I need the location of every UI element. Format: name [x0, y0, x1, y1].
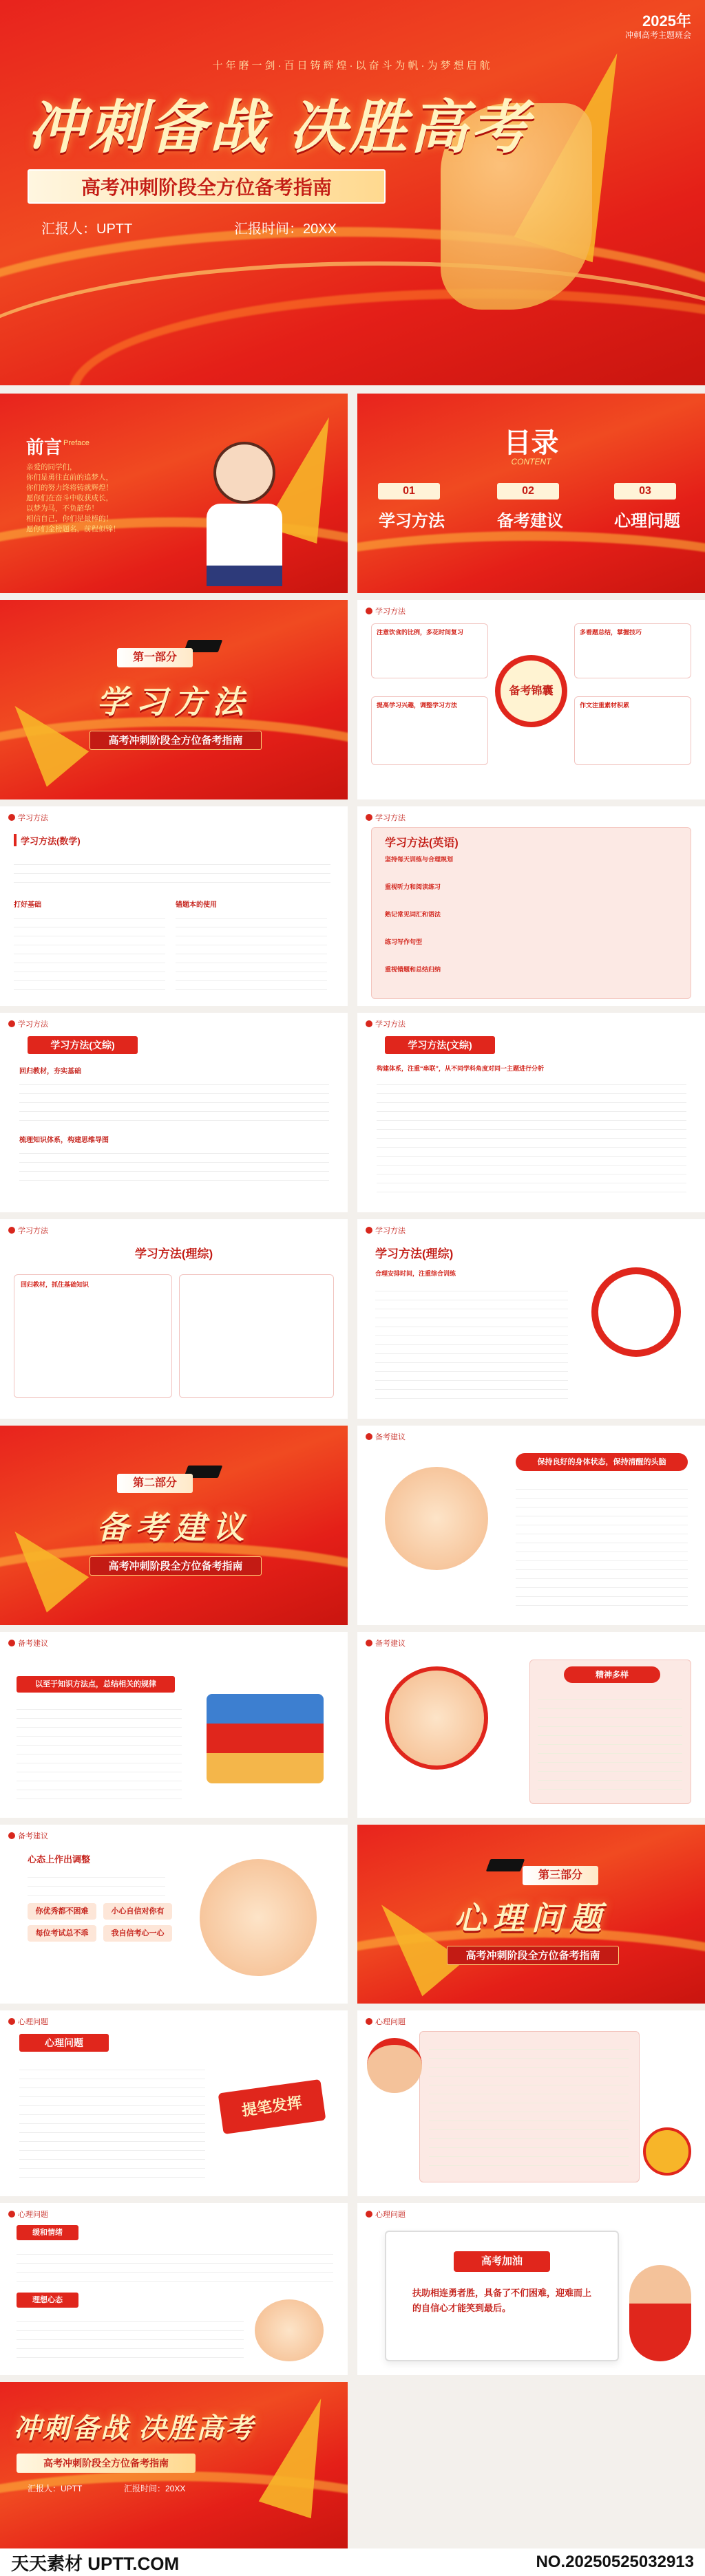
end-slide — [0, 2382, 348, 2548]
s7-left-p1: 回归教材，夯实基础 — [19, 1068, 81, 1075]
s6-right-line-1: 坚持每天训练与合理规划 — [385, 856, 454, 863]
s8-left-title: 学习方法(理综) — [134, 1247, 213, 1260]
s10-left-tag: 以至于知识方法点，总结相关的规律 — [17, 1676, 175, 1693]
s5-stamp: 备考锦囊 — [495, 655, 567, 727]
s12-header-right: 心理问题 — [375, 2018, 406, 2026]
part3-badge: 第三部分 — [523, 1866, 598, 1885]
end-sub: 高考冲刺阶段全方位备考指南 — [17, 2454, 196, 2473]
student-body — [207, 504, 282, 586]
s9-right — [357, 1426, 705, 1625]
row-s13 — [0, 2203, 705, 2375]
row-part1 — [0, 600, 705, 799]
cover-time: 汇报时间：20XX — [234, 222, 337, 237]
s6-right-line-2: 重视听力和阅读练习 — [385, 883, 441, 890]
preface-title-en: Preface — [63, 439, 90, 447]
cover-sub: 冲刺高考主题班会 — [624, 30, 691, 40]
toc-slide — [357, 394, 705, 593]
headband-student-illustration — [367, 2038, 422, 2093]
footer-number: NO.20250525032913 — [536, 2553, 694, 2571]
s11-slide — [0, 1825, 348, 2004]
s6-right-line-5: 重视错题和总结归纳 — [385, 966, 441, 973]
s6-right-title: 学习方法(英语) — [385, 837, 459, 849]
footer-site: 天天素材 UPTT.COM — [11, 2553, 180, 2574]
s7-left — [0, 1013, 348, 1212]
s6-header-left: 学习方法 — [18, 814, 48, 822]
part2-sub: 高考冲刺阶段全方位备考指南 — [90, 1556, 262, 1576]
part2-badge: 第二部分 — [117, 1474, 193, 1493]
s13-header-left: 心理问题 — [18, 2211, 48, 2219]
part3-slide — [357, 1825, 705, 2004]
toc-label-2[interactable]: 备考建议 — [497, 512, 563, 530]
s10-header-left: 备考建议 — [18, 1640, 48, 1648]
student-illustration — [213, 442, 275, 504]
cover-title: 冲刺备战 决胜高考 — [28, 95, 532, 160]
s9-tag: 保持良好的身体状态，保持清醒的头脑 — [516, 1453, 688, 1471]
s12-left — [0, 2010, 348, 2196]
part1-badge: 第一部分 — [117, 648, 193, 667]
end-title: 冲刺备战 决胜高考 — [14, 2414, 255, 2444]
s11-header: 备考建议 — [18, 1832, 48, 1840]
s8-header-right: 学习方法 — [375, 1227, 406, 1235]
s8-left-box: 回归教材，抓住基础知识 — [21, 1281, 90, 1288]
kids-illustration — [255, 2299, 324, 2361]
row-preface-toc — [0, 394, 705, 593]
s13-right-text: 扶助相连勇者胜，具备了不们困难，迎难而上的自信心才能笑到最后。 — [412, 2288, 592, 2313]
toc-label-1[interactable]: 学习方法 — [379, 512, 445, 530]
s8-left — [0, 1219, 348, 1419]
row-s10 — [0, 1632, 705, 1818]
cover-reporter: 汇报人：UPTT — [41, 222, 133, 237]
end-time: 汇报时间：20XX — [124, 2484, 186, 2493]
part1-title: 学习方法 — [96, 684, 251, 720]
header-dot-icon — [8, 814, 15, 821]
s5-item-3: 提高学习兴趣，调整学习方法 — [377, 702, 458, 709]
row-part3 — [0, 1825, 705, 2004]
s8-right-p1: 合理安排时间，注重综合训练 — [375, 1270, 456, 1277]
row-s8 — [0, 1219, 705, 1419]
part1-slide — [0, 600, 348, 799]
s11-pill-3: 每位考试总不乖 — [28, 1925, 96, 1942]
s11-pill-4: 我自信考心一心 — [103, 1925, 172, 1942]
s7-header-right: 学习方法 — [375, 1020, 406, 1029]
s12-right — [357, 2010, 705, 2196]
s12-left-title: 心理问题 — [19, 2034, 109, 2052]
s7-header-left: 学习方法 — [18, 1020, 48, 1029]
end-reporter: 汇报人：UPTT — [28, 2484, 83, 2493]
s11-title: 心态上作出调整 — [28, 1854, 91, 1865]
trophy-icon — [643, 2127, 691, 2176]
s10-right-tag: 精神多样 — [564, 1666, 660, 1683]
s10-left — [0, 1632, 348, 1818]
preface-text: 亲爱的同学们， 你们是勇往直前的追梦人， 你们的努力终将铸就辉煌！ 愿你们在奋斗中收获成长， 以梦为马，不负韶华！ 相信自己，你们是最棒的！ 愿你们金榜题名，前程似锦！ — [26, 463, 120, 533]
toc-label-3[interactable]: 心理问题 — [614, 512, 680, 530]
cover-subtitle: 高考冲刺阶段全方位备考指南 — [28, 169, 386, 204]
s6-header-right: 学习方法 — [375, 814, 406, 822]
header-dot-icon — [366, 608, 372, 614]
s7-right-title: 学习方法(文综) — [385, 1036, 495, 1054]
cover-slide — [0, 0, 705, 385]
s5-item-4: 作文注重素材积累 — [580, 702, 630, 709]
part2-slide — [0, 1426, 348, 1625]
watermark-footer — [0, 2548, 705, 2576]
s5-slide — [357, 600, 705, 799]
cover-year: 2025年 — [642, 12, 691, 30]
s7-right — [357, 1013, 705, 1212]
s10-right — [357, 1632, 705, 1818]
s6-left-title: 学习方法(数学) — [21, 836, 81, 846]
s6-left-sub2: 错题本的使用 — [176, 901, 217, 909]
s7-left-title: 学习方法(文综) — [28, 1036, 138, 1054]
s10-header-right: 备考建议 — [375, 1640, 406, 1648]
s13-right — [357, 2203, 705, 2375]
s11-pill-1: 你优秀都不困难 — [28, 1903, 96, 1920]
row-part2 — [0, 1426, 705, 1625]
s13-header-right: 心理问题 — [375, 2211, 406, 2219]
s6-right — [357, 806, 705, 1006]
toc-en: CONTENT — [511, 457, 551, 466]
s13-right-title: 高考加油 — [454, 2251, 550, 2272]
s7-right-p1: 构建体系，注重“串联”，从不同学科角度对同一主题进行分析 — [377, 1065, 545, 1072]
s8-right — [357, 1219, 705, 1419]
s6-left — [0, 806, 348, 1006]
s11-pill-2: 小心自信对你有 — [103, 1903, 172, 1920]
cover-motto: 十年磨一剑·百日铸辉煌·以奋斗为帆·为梦想启航 — [212, 60, 493, 72]
s5-item-1: 注意饮食的比例，多花时间复习 — [377, 629, 464, 636]
s5-item-2: 多看题总结，掌握技巧 — [580, 629, 642, 636]
s6-right-line-3: 熟记常见词汇和语法 — [385, 911, 441, 918]
part1-sub: 高考冲刺阶段全方位备考指南 — [90, 731, 262, 750]
part2-title: 备考建议 — [96, 1510, 251, 1545]
toc-num-2: 02 — [497, 483, 559, 500]
s6-right-line-4: 练习写作句型 — [385, 938, 423, 945]
row-s12 — [0, 2010, 705, 2196]
s6-left-para — [14, 856, 330, 890]
row-s6 — [0, 806, 705, 1006]
grad-cap-icon — [486, 1859, 525, 1871]
part3-title: 心理问题 — [454, 1900, 609, 1936]
s5-header: 学习方法 — [375, 608, 406, 616]
toc-title: 目录 — [503, 428, 559, 458]
s8-header-left: 学习方法 — [18, 1227, 48, 1235]
cheering-student-illustration — [385, 1666, 488, 1770]
s12-stamp: 提笔发挥 — [218, 2079, 326, 2134]
books-clock-illustration — [207, 1694, 324, 1783]
toc-num-3: 03 — [614, 483, 676, 500]
s13-left-t2: 理想心态 — [17, 2293, 78, 2308]
s9-header: 备考建议 — [375, 1433, 406, 1441]
reading-student-illustration — [200, 1859, 317, 1976]
student-study-illustration — [385, 1467, 488, 1570]
s7-left-p2: 梳理知识体系，构建思维导图 — [19, 1137, 109, 1144]
s12-header-left: 心理问题 — [18, 2018, 48, 2026]
preface-slide — [0, 394, 348, 593]
s13-left-t1: 缓和情绪 — [17, 2225, 78, 2240]
toc-num-1: 01 — [378, 483, 440, 500]
row-s7 — [0, 1013, 705, 1212]
s13-left — [0, 2203, 348, 2375]
preface-title: 前言 — [26, 437, 63, 458]
cheering-girl-illustration — [629, 2265, 691, 2361]
s6-left-sub1: 打好基础 — [14, 901, 41, 909]
part3-sub: 高考冲刺阶段全方位备考指南 — [447, 1946, 619, 1965]
s8-right-title: 学习方法(理综) — [375, 1247, 454, 1260]
alarm-clock-icon — [591, 1267, 681, 1357]
